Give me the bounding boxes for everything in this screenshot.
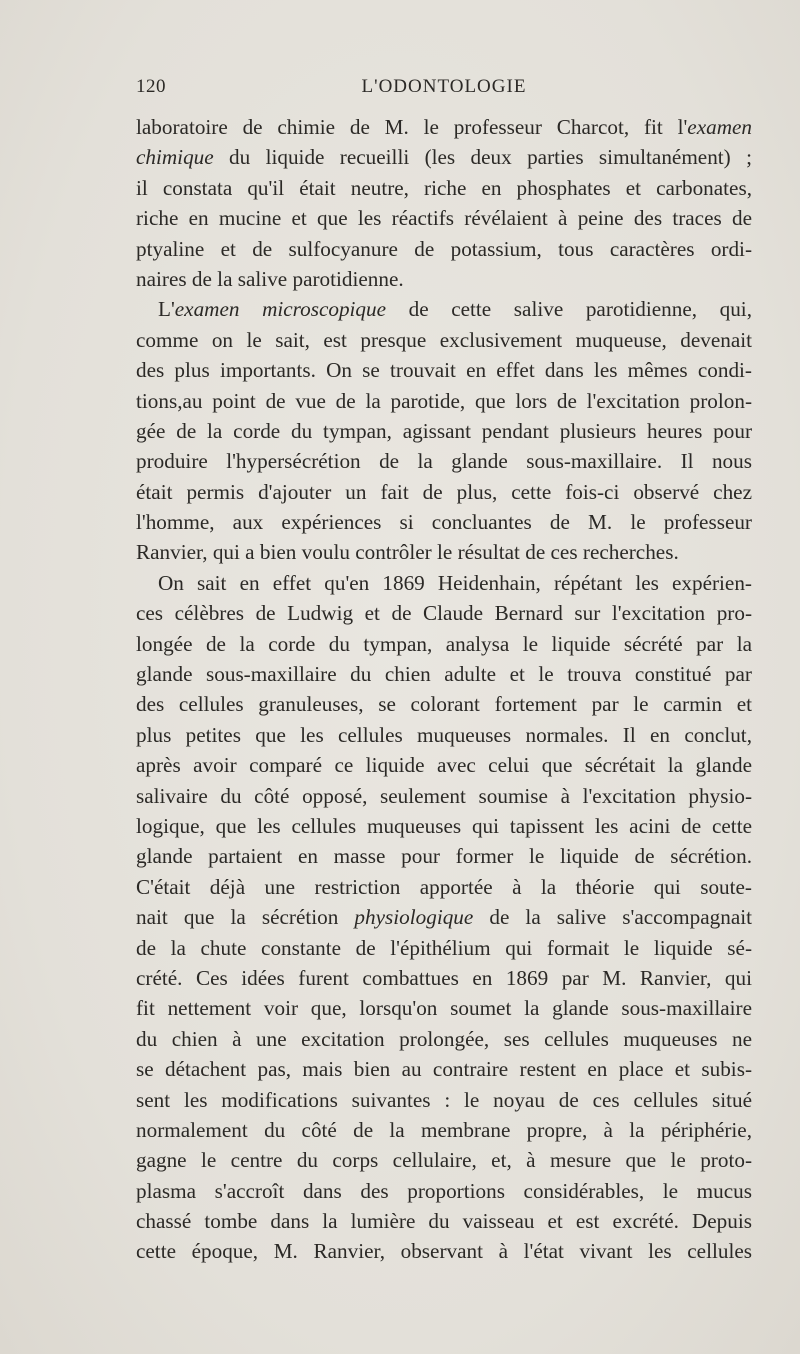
italic-text: chimique <box>136 145 214 170</box>
text-segment: se détachent pas, mais bien au contraire restent en place et subis- <box>136 1057 752 1082</box>
italic-text: examen <box>687 115 752 139</box>
text-segment: logique, que les cellules muqueuses qui tapissent les acini de cette <box>136 813 752 838</box>
text-segment: des cellules granuleuses, se colorant fortement par le carmin et <box>136 692 752 717</box>
text-line <box>136 1115 752 1145</box>
text-segment: ptyaline et de sulfocyanure de potassium, tous caractères ordi- <box>136 236 752 261</box>
text-segment: On sait en effet qu'en 1869 Heidenhain, répétant les expérien- <box>158 570 752 595</box>
page-number: 120 <box>136 76 166 97</box>
text-line <box>136 446 752 476</box>
text-line <box>136 234 752 264</box>
text-segment: plus petites que les cellules muqueuses normales. Il en conclut, <box>136 722 752 747</box>
text-line <box>136 598 752 628</box>
text-line <box>136 659 752 689</box>
text-line <box>136 1176 752 1206</box>
text-line <box>136 264 752 294</box>
text-segment: Ranvier, qui a bien voulu contrôler le résultat de ces recherches. <box>136 540 679 565</box>
text-line <box>136 203 752 233</box>
text-line <box>136 507 752 537</box>
text-segment: salivaire du côté opposé, seulement soumise à l'excitation physio- <box>136 783 752 808</box>
text-segment: glande partaient en masse pour former le liquide de sécrétion. <box>136 844 752 869</box>
text-segment: l'homme, aux expériences si concluantes de M. le professeur <box>136 510 752 535</box>
text-segment: ces célèbres de Ludwig et de Claude Bernard sur l'excitation pro- <box>136 601 752 626</box>
text-segment: il constata qu'il était neutre, riche en phosphates et carbonates, <box>136 175 752 200</box>
text-line <box>136 629 752 659</box>
text-line <box>136 325 752 355</box>
text-line <box>136 1024 752 1054</box>
text-segment: C'était déjà une restriction apportée à la théorie qui soute- <box>136 874 752 899</box>
text-line <box>136 811 752 841</box>
text-line <box>136 1054 752 1084</box>
text-segment: produire l'hypersécrétion de la glande sous-maxillaire. Il nous <box>136 449 752 474</box>
text-segment: laboratoire de chimie de M. le professeur Charcot, fit l' <box>136 115 688 139</box>
italic-text: physiologique <box>354 905 474 930</box>
text-segment: plasma s'accroît dans des proportions considérables, le mucus <box>136 1178 752 1203</box>
text-segment: normalement du côté de la membrane propre, à la périphérie, <box>136 1117 752 1142</box>
text-line <box>136 112 752 142</box>
text-segment: nait que la sécrétion <box>136 905 355 930</box>
text-segment: de la salive s'accompagnait <box>473 905 752 930</box>
text-segment: chassé tombe dans la lumière du vaisseau et est excrété. Depuis <box>136 1209 752 1234</box>
text-segment: glande sous-maxillaire du chien adulte et le trouva constitué par <box>136 662 752 687</box>
text-segment: de cette salive parotidienne, qui, <box>386 297 752 322</box>
italic-text: examen microscopique <box>174 297 387 322</box>
text-segment: cette époque, M. Ranvier, observant à l'état vivant les cellules <box>136 1239 752 1264</box>
text-segment: sent les modifications suivantes : le noyau de ces cellules situé <box>136 1087 752 1112</box>
text-line <box>136 993 752 1023</box>
text-segment: de la chute constante de l'épithélium qui formait le liquide sé- <box>136 935 752 960</box>
text-line <box>136 781 752 811</box>
body-text <box>136 112 752 1267</box>
text-line <box>136 1145 752 1175</box>
text-line <box>136 537 752 567</box>
running-title: L'ODONTOLOGIE <box>361 76 527 97</box>
text-line <box>136 416 752 446</box>
text-line <box>136 477 752 507</box>
text-segment: fit nettement voir que, lorsqu'on soumet la glande sous-maxillaire <box>136 996 752 1021</box>
text-segment: des plus importants. On se trouvait en effet dans les mêmes condi- <box>136 358 752 383</box>
text-segment: après avoir comparé ce liquide avec celui que sécrétait la glande <box>136 753 752 778</box>
text-segment: gagne le centre du corps cellulaire, et, à mesure que le proto- <box>136 1148 752 1173</box>
text-line <box>136 173 752 203</box>
text-segment: riche en mucine et que les réactifs révélaient à peine des traces de <box>136 206 752 231</box>
text-segment: naires de la salive parotidienne. <box>136 266 404 291</box>
text-line <box>136 841 752 871</box>
text-line <box>136 689 752 719</box>
text-line <box>136 902 752 932</box>
text-line <box>136 750 752 780</box>
text-line <box>136 355 752 385</box>
text-segment: gée de la corde du tympan, agissant pendant plusieurs heures pour <box>136 418 752 443</box>
text-segment: du liquide recueilli (les deux parties simultanément) ; <box>213 145 752 170</box>
text-line <box>136 142 752 172</box>
text-line <box>136 386 752 416</box>
text-line <box>136 872 752 902</box>
text-line <box>136 294 752 324</box>
text-line <box>136 1085 752 1115</box>
text-segment: était permis d'ajouter un fait de plus, cette fois-ci observé chez <box>136 479 752 504</box>
text-line <box>136 963 752 993</box>
text-segment: du chien à une excitation prolongée, ses cellules muqueuses ne <box>136 1026 752 1051</box>
text-segment: tions,au point de vue de la parotide, que lors de l'excitation prolon- <box>136 388 752 413</box>
text-segment: crété. Ces idées furent combattues en 1869 par M. Ranvier, qui <box>136 965 752 990</box>
text-segment: longée de la corde du tympan, analysa le liquide sécrété par la <box>136 631 752 656</box>
text-line <box>136 568 752 598</box>
text-line <box>136 933 752 963</box>
text-line <box>136 720 752 750</box>
text-segment: comme on le sait, est presque exclusivement muqueuse, devenait <box>136 327 752 352</box>
page-header <box>136 76 752 104</box>
text-segment: L' <box>158 297 175 322</box>
text-line <box>136 1236 752 1266</box>
text-line <box>136 1206 752 1236</box>
